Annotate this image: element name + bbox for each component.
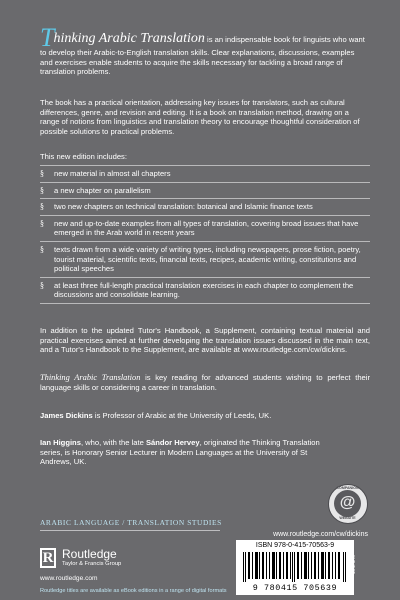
intro-text: is an indispensable book for linguists who want to develop their Arabic-to-English translation skills. Clear explanations, discussions, examples and exercises enable students to acquire the skills necessary for tackling a broad range of translation problems.	[40, 35, 365, 77]
author-name: James Dickins	[40, 411, 93, 420]
badge-bottom-label: WEBSITE	[339, 516, 356, 520]
companion-website-badge	[328, 484, 368, 524]
barcode-digits: 9 780415 705639	[252, 583, 338, 593]
title-initial: T	[40, 23, 55, 52]
barcode-panel	[236, 540, 357, 595]
author-bio-text: is Professor of Arabic at the University of Leeds, UK.	[92, 411, 272, 420]
intro-paragraph	[40, 23, 368, 77]
coauthor-name: Sándor Hervey	[145, 438, 200, 447]
orientation-paragraph: The book has a practical orientation, addressing key issues for translators, such as cultural differences, genre, and revision and editing. It is a book on translation method, drawing on a range of notions from linguistics and translation theory to encourage thoughtful consideration of possible solutions to practical problems.	[40, 98, 360, 136]
publisher-name: Routledge	[62, 547, 117, 561]
badge-top-label: COMPANION	[336, 486, 359, 490]
isbn-text: ISBN 978-0-415-70563-9	[255, 542, 335, 549]
subject-code-label: SUBJECT	[351, 554, 357, 575]
supplement-paragraph: In addition to the updated Tutor's Handbook, a Supplement, containing textual material and practical exercises aimed at further developing the translation issues discussed in the main text, and a Tutor's Handbook to the Supplement, are available at www.routledge.com/cw/dickins.	[40, 326, 370, 355]
list-item-text: texts drawn from a wide variety of writing types, including newspapers, prose fiction, poetry, tourist material, scientific texts, financial texts, recipes, academic writing, constitutions and political speeches	[54, 244, 361, 274]
book-title-inline: Thinking Arabic Translation	[40, 373, 141, 382]
list-item	[40, 241, 370, 277]
publisher-group: Taylor & Francis Group	[62, 561, 122, 567]
section-mark: §	[40, 244, 44, 254]
barcode-icon	[243, 552, 347, 582]
key-reading-text: is key reading for advanced students wishing to perfect their language skills or considering a career in translation.	[40, 373, 370, 392]
list-item-text: at least three full-length practical translation exercises in each chapter to complement the discussions and consolidate learning.	[54, 280, 354, 300]
edition-lead: This new edition includes:	[40, 152, 127, 161]
series-label: ARABIC LANGUAGE / TRANSLATION STUDIES	[40, 518, 222, 527]
ebook-note: Routledge titles are available as eBook editions in a range of digital formats	[40, 588, 227, 594]
author-bio-dickins	[40, 411, 370, 421]
list-item	[40, 277, 370, 303]
list-item	[40, 215, 370, 241]
section-mark: §	[40, 218, 44, 228]
list-item	[40, 165, 370, 182]
section-mark: §	[40, 202, 44, 212]
divider	[40, 530, 220, 531]
list-item-text: a new chapter on parallelism	[54, 185, 151, 195]
key-reading-paragraph	[40, 373, 370, 392]
edition-features-list	[40, 165, 370, 304]
section-mark: §	[40, 280, 44, 290]
at-icon: @	[339, 494, 356, 511]
list-item-text: new material in almost all chapters	[54, 169, 171, 178]
list-item	[40, 198, 370, 215]
book-title-inline: hinking Arabic Translation	[53, 31, 205, 46]
author-bio-text-cont: , originated the Thinking Translation series, is Honorary Senior Lecturer in Modern Languages at the University of St Andrews, UK.	[40, 438, 320, 467]
author-name: Ian Higgins	[40, 438, 81, 447]
list-item-text: new and up-to-date examples from all types of translation, covering broad issues that have emerged in the Arab world in recent years	[54, 218, 359, 238]
section-mark: §	[40, 169, 44, 178]
author-bio-text: , who, with the late	[80, 438, 146, 447]
companion-url[interactable]: www.routledge.com/cw/dickins	[273, 531, 368, 538]
list-item-text: two new chapters on technical translation: botanical and Islamic finance texts	[54, 202, 313, 212]
section-mark: §	[40, 185, 44, 195]
list-item	[40, 182, 370, 199]
routledge-r-icon: R	[40, 548, 56, 568]
subject-code	[351, 542, 378, 594]
author-bio-higgins	[40, 438, 330, 467]
publisher-url[interactable]: www.routledge.com	[40, 575, 98, 582]
